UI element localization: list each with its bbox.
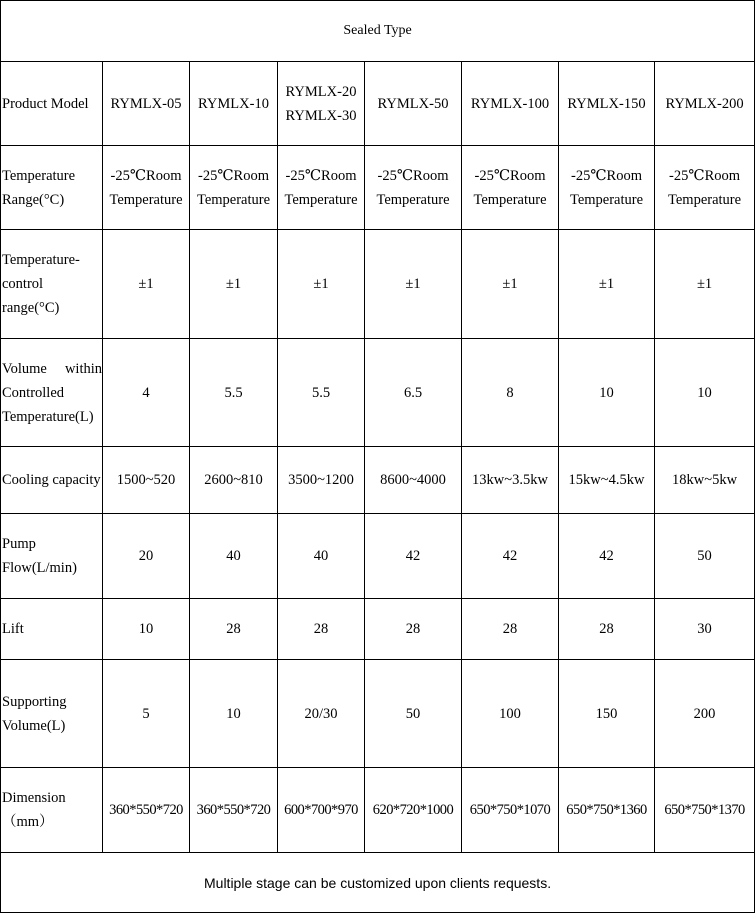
- lift-row: [1, 599, 755, 660]
- lift-cell: 30: [655, 599, 755, 660]
- volume-cell: 6.5: [365, 339, 462, 447]
- dimension-cell: 600*700*970: [278, 768, 365, 853]
- pump-cell: 42: [559, 514, 655, 599]
- lift-cell: 28: [462, 599, 559, 660]
- footer-note: Multiple stage can be customized upon clients requests.: [1, 853, 755, 913]
- cooling-cell: 8600~4000: [365, 447, 462, 514]
- supporting-row: [1, 660, 755, 768]
- temperature-range-cell: -25℃Room Temperature: [365, 146, 462, 230]
- temperature-range-label: Temperature Range(°C): [1, 146, 103, 230]
- model-cell: RYMLX-20 RYMLX-30: [278, 62, 365, 146]
- dimension-cell: 360*550*720: [103, 768, 190, 853]
- temperature-control-row: [1, 230, 755, 339]
- pump-cell: 40: [278, 514, 365, 599]
- cooling-cell: 13kw~3.5kw: [462, 447, 559, 514]
- pump-cell: 20: [103, 514, 190, 599]
- cooling-cell: 18kw~5kw: [655, 447, 755, 514]
- dimension-label: Dimension （mm）: [1, 768, 103, 853]
- table-title: Sealed Type: [1, 1, 755, 62]
- temperature-control-cell: ±1: [655, 230, 755, 339]
- cooling-label: Cooling capacity: [1, 447, 103, 514]
- supporting-cell: 10: [190, 660, 278, 768]
- pump-cell: 50: [655, 514, 755, 599]
- dimension-cell: 650*750*1370: [655, 768, 755, 853]
- temperature-control-cell: ±1: [365, 230, 462, 339]
- temperature-control-cell: ±1: [190, 230, 278, 339]
- lift-cell: 28: [559, 599, 655, 660]
- pump-cell: 42: [462, 514, 559, 599]
- supporting-cell: 200: [655, 660, 755, 768]
- cooling-cell: 2600~810: [190, 447, 278, 514]
- lift-cell: 28: [365, 599, 462, 660]
- model-cell: RYMLX-150: [559, 62, 655, 146]
- supporting-cell: 5: [103, 660, 190, 768]
- temperature-range-cell: -25℃Room Temperature: [655, 146, 755, 230]
- volume-cell: 10: [559, 339, 655, 447]
- temperature-control-cell: ±1: [103, 230, 190, 339]
- cooling-cell: 3500~1200: [278, 447, 365, 514]
- temperature-range-cell: -25℃Room Temperature: [462, 146, 559, 230]
- model-cell: RYMLX-05: [103, 62, 190, 146]
- temperature-control-cell: ±1: [462, 230, 559, 339]
- pump-cell: 42: [365, 514, 462, 599]
- title-row: [1, 1, 755, 62]
- product-model-label: Product Model: [1, 62, 103, 146]
- supporting-label: Supporting Volume(L): [1, 660, 103, 768]
- supporting-cell: 50: [365, 660, 462, 768]
- cooling-cell: 15kw~4.5kw: [559, 447, 655, 514]
- dimension-row: [1, 768, 755, 853]
- pump-row: [1, 514, 755, 599]
- volume-row: [1, 339, 755, 447]
- temperature-range-cell: -25℃Room Temperature: [103, 146, 190, 230]
- temperature-control-cell: ±1: [278, 230, 365, 339]
- temperature-range-cell: -25℃Room Temperature: [559, 146, 655, 230]
- pump-cell: 40: [190, 514, 278, 599]
- dimension-cell: 650*750*1070: [462, 768, 559, 853]
- volume-cell: 4: [103, 339, 190, 447]
- lift-cell: 28: [278, 599, 365, 660]
- model-cell: RYMLX-10: [190, 62, 278, 146]
- volume-cell: 5.5: [278, 339, 365, 447]
- temperature-range-row: [1, 146, 755, 230]
- temperature-control-cell: ±1: [559, 230, 655, 339]
- volume-cell: 10: [655, 339, 755, 447]
- cooling-cell: 1500~520: [103, 447, 190, 514]
- cooling-row: [1, 447, 755, 514]
- lift-cell: 10: [103, 599, 190, 660]
- product-model-row: [1, 62, 755, 146]
- model-cell: RYMLX-100: [462, 62, 559, 146]
- temperature-control-label: Temperature-control range(°C): [1, 230, 103, 339]
- footer-row: [1, 853, 755, 913]
- volume-label: Volume within Controlled Temperature(L): [1, 339, 103, 447]
- supporting-cell: 100: [462, 660, 559, 768]
- model-cell: RYMLX-200: [655, 62, 755, 146]
- volume-cell: 5.5: [190, 339, 278, 447]
- temperature-range-cell: -25℃Room Temperature: [190, 146, 278, 230]
- temperature-range-cell: -25℃Room Temperature: [278, 146, 365, 230]
- model-cell: RYMLX-50: [365, 62, 462, 146]
- dimension-cell: 650*750*1360: [559, 768, 655, 853]
- pump-label: Pump Flow(L/min): [1, 514, 103, 599]
- lift-cell: 28: [190, 599, 278, 660]
- dimension-cell: 620*720*1000: [365, 768, 462, 853]
- lift-label: Lift: [1, 599, 103, 660]
- dimension-cell: 360*550*720: [190, 768, 278, 853]
- supporting-cell: 20/30: [278, 660, 365, 768]
- volume-cell: 8: [462, 339, 559, 447]
- supporting-cell: 150: [559, 660, 655, 768]
